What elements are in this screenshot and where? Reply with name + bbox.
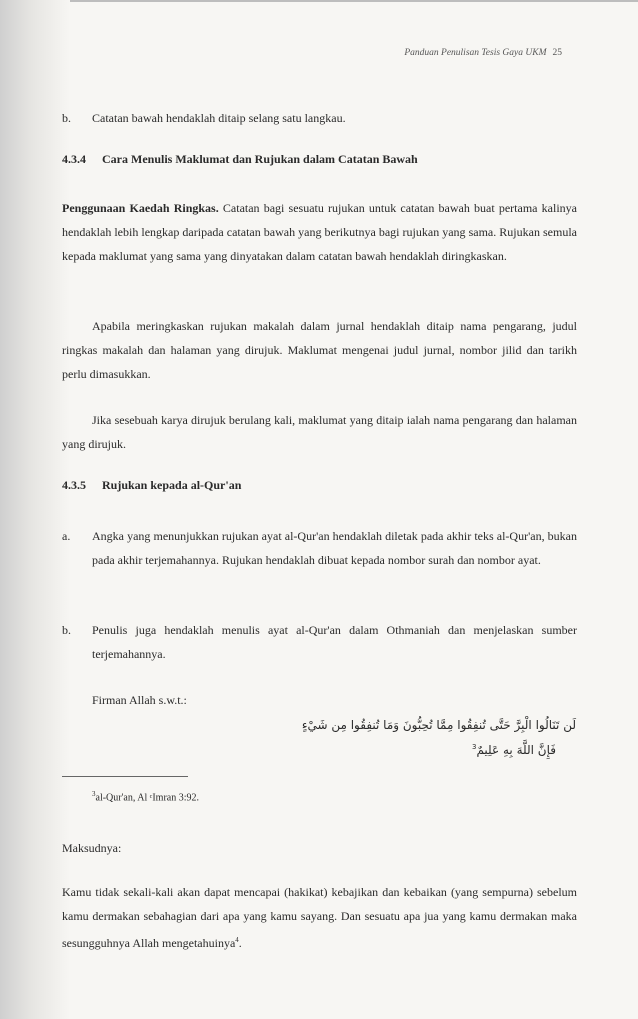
firman-label: Firman Allah s.w.t.: <box>92 693 187 707</box>
paragraph-1-text: Catatan bagi sesuatu rujukan untuk catatan bawah buat pertama kalinya hendaklah lebih lengkap daripada catatan bawah yang berikutnya bagi rujukan yang sama. Rujukan semula kepada maklumat yang sama yang dinyatakan dalam catatan bawah hendaklah diringkaskan. <box>62 201 577 263</box>
arabic-ref: 3 <box>471 743 477 751</box>
section-title: Cara Menulis Maklumat dan Rujukan dalam Catatan Bawah <box>102 152 418 166</box>
page-number: 25 <box>552 48 562 58</box>
list-marker-b: b. <box>62 623 71 637</box>
scan-shadow <box>0 0 70 1019</box>
paragraph-2: Apabila meringkaskan rujukan makalah dalam jurnal hendaklah ditaip nama pengarang, judul ringkas makalah dan halaman yang dirujuk. Maklumat mengenai judul jurnal, nombor jilid dan tarikh perlu dimasukkan. <box>62 319 577 381</box>
translation-paragraph: Kamu tidak sekali-kali akan dapat mencapai (hakikat) kebajikan dan kebaikan (yang sempurna) sebelum kamu dermakan sebahagian dari apa yang kamu sayang. Dan sesuatu apa jua yang kamu dermakan maka sesungguhnya Allah mengetahuinya$^4$. <box>62 885 577 950</box>
footnote-text: al-Qur'an, Al ᶜImran 3:92. <box>95 792 200 804</box>
section-number: 4.3.5 <box>62 478 86 492</box>
translation-ref: 4 <box>235 936 239 944</box>
translation-text: Kamu tidak sekali-kali akan dapat mencapai (hakikat) kebajikan dan kebaikan (yang sempurna) sebelum kamu dermakan sebahagian dari apa yang kamu sayang. Dan sesuatu apa jua yang kamu dermakan maka sesungguhnya Allah mengetahuinya <box>62 885 577 950</box>
arabic-line-1: لَن تَنَالُوا الْبِرَّ حَتَّى تُنفِقُوا مِمَّا تُحِبُّونَ وَمَا تُنفِقُوا مِن شَيْءٍ <box>301 718 576 732</box>
arabic-verse <box>230 714 576 761</box>
list-item-b-top <box>62 106 572 130</box>
footnote-divider <box>62 776 188 777</box>
list-marker-a: a. <box>62 529 71 543</box>
arabic-line-2: فَإِنَّ اللَّهَ بِهِ عَلِيمٌ$^3$ <box>471 743 556 757</box>
paragraph-1-lead: Penggunaan Kaedah Ringkas. <box>62 201 219 215</box>
paragraph-1 <box>62 196 577 268</box>
list-item-a-text: Angka yang menunjukkan rujukan ayat al-Qur'an hendaklah diletak pada akhir teks al-Qur'an, bukan pada akhir terjemahannya. Rujukan hendaklah dibuat kepada nombor surah dan nombor ayat. <box>92 529 577 567</box>
top-edge-line <box>0 0 638 2</box>
header-title: Panduan Penulisan Tesis Gaya UKM <box>404 48 547 58</box>
section-heading-435 <box>62 478 582 493</box>
paragraph-3: Jika sesebuah karya dirujuk berulang kali, maklumat yang ditaip ialah nama pengarang dan halaman yang dirujuk. <box>62 413 577 451</box>
section-number: 4.3.4 <box>62 152 86 166</box>
section-title: Rujukan kepada al-Qur'an <box>102 478 242 492</box>
list-text: Catatan bawah hendaklah ditaip selang satu langkau. <box>92 111 346 125</box>
footnote-3 <box>92 790 199 803</box>
list-item-b-text: Penulis juga hendaklah menulis ayat al-Qur'an dalam Othmaniah dan menjelaskan sumber terjemahannya. <box>92 623 577 661</box>
page-header <box>404 48 562 58</box>
section-heading-434 <box>62 152 582 167</box>
footnote-number: 3 <box>92 790 96 798</box>
maksudnya-label: Maksudnya: <box>62 841 122 855</box>
list-marker: b. <box>62 111 71 125</box>
